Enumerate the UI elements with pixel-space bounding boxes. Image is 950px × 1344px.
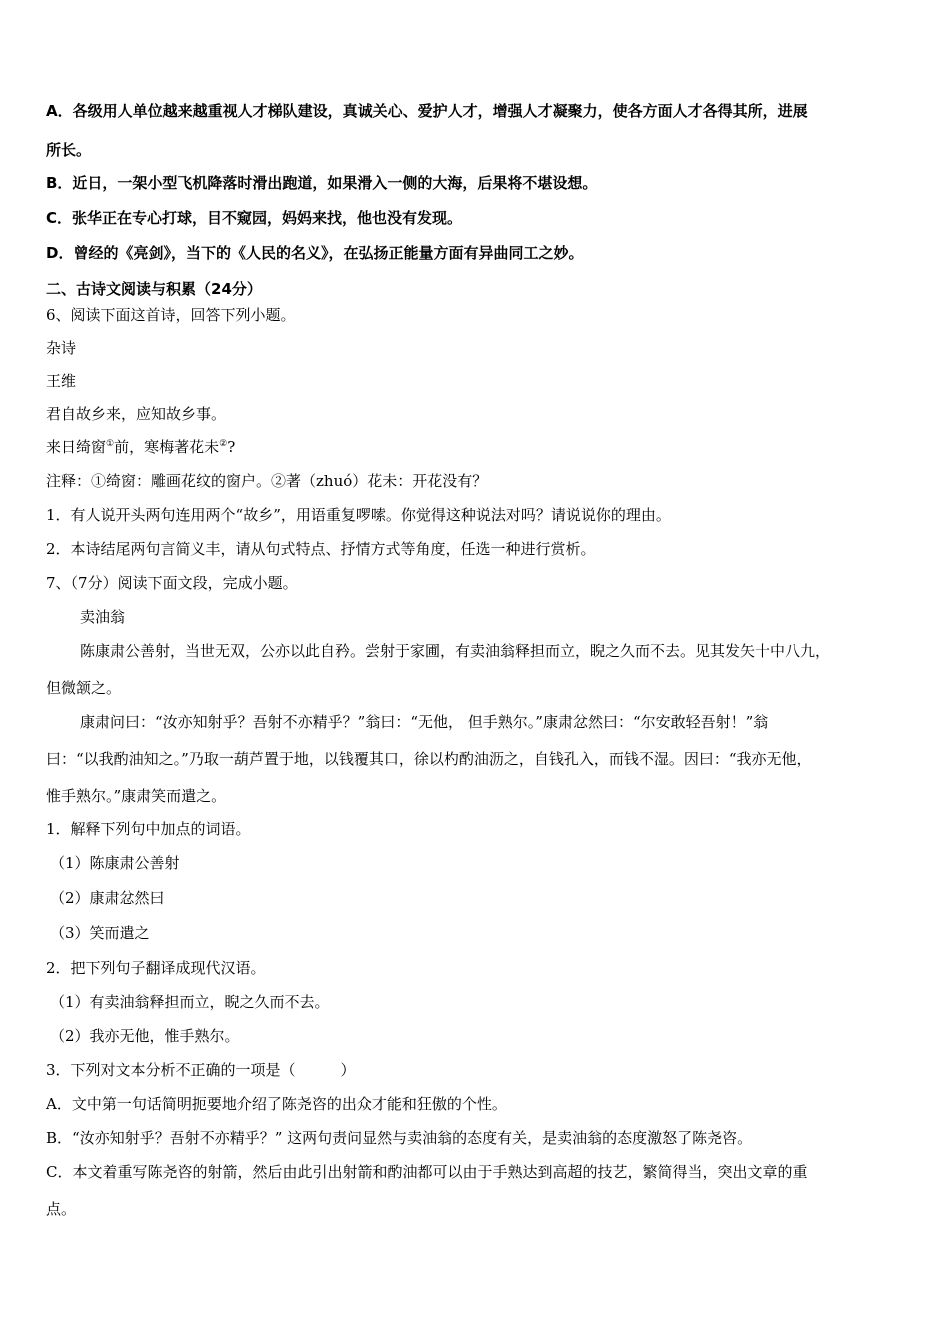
option-b: B．近日，一架小型飞机降落时滑出跑道，如果滑入一侧的大海，后果将不堪设想。 [46,174,598,192]
poem-title: 杂诗 [46,339,77,357]
question-7-sub-1-item-1: （1）陈康肃公善射 [50,854,180,872]
question-7-sub-1-item-2: （2）康肃忿然曰 [50,889,165,907]
analysis-option-c-line-2: 点。 [46,1200,77,1218]
passage-p1-line-1: 陈康肃公善射，当世无双，公亦以此自矜。尝射于家圃，有卖油翁释担而立，睨之久而不去。见其发矢十中八九， [80,642,831,660]
passage-p2-line-1: 康肃问曰：“汝亦知射乎？吾射不亦精乎？”翁曰：“无他， 但手熟尔。”康肃忿然曰：“尔安敢轻吾射！”翁 [80,713,769,731]
passage-p1-line-2: 但微颔之。 [46,679,122,697]
passage-p2-line-2: 曰：“以我酌油知之。”乃取一葫芦置于地，以钱覆其口，徐以杓酌油沥之，自钱孔入，而钱不湿。因曰：“我亦无他， [46,750,812,768]
analysis-option-b: B．“汝亦知射乎？吾射不亦精乎？” 这两句责问显然与卖油翁的态度有关，是卖油翁的态度激怒了陈尧咨。 [46,1129,753,1147]
question-7-sub-1: 1．解释下列句中加点的词语。 [46,820,251,838]
question-7-sub-2-item-2: （2）我亦无他，惟手熟尔。 [50,1027,240,1045]
option-a-line-2: 所长。 [46,141,92,159]
poem-line-2-part-1: 来日绮窗 [46,438,107,456]
poem-line-1: 君自故乡来，应知故乡事。 [46,405,227,423]
section-heading: 二、古诗文阅读与积累（24分） [46,280,262,298]
question-6-sub-2: 2．本诗结尾两句言简义丰，请从句式特点、抒情方式等角度，任选一种进行赏析。 [46,540,596,558]
passage-p2-line-3: 惟手熟尔。”康肃笑而遣之。 [46,787,227,805]
poem-line-2 [46,437,914,457]
option-a-line-1: A．各级用人单位越来越重视人才梯队建设，真诚关心、爱护人才，增强人才凝聚力，使各方面人才各得其所，进展 [46,102,808,120]
analysis-option-c-line-1: C．本文着重写陈尧咨的射箭，然后由此引出射箭和酌油都可以由于手熟达到高超的技艺，繁简得当，突出文章的重 [46,1163,808,1181]
poem-author: 王维 [46,372,77,390]
poem-line-2-part-2: 前，寒梅著花未 [114,438,220,456]
option-c: C．张华正在专心打球，目不窥园，妈妈来找，他也没有发现。 [46,209,463,227]
question-7-intro: 7、（7分）阅读下面文段，完成小题。 [46,574,298,592]
analysis-option-a: A．文中第一句话简明扼要地介绍了陈尧咨的出众才能和狂傲的个性。 [46,1095,507,1113]
question-7-sub-3: 3．下列对文本分析不正确的一项是（ ） [46,1061,356,1079]
question-7-sub-1-item-3: （3）笑而遣之 [50,924,150,942]
question-7-sub-2: 2．把下列句子翻译成现代汉语。 [46,959,266,977]
footnote-mark-1: ① [106,439,115,449]
question-6-sub-1: 1．有人说开头两句连用两个“故乡”，用语重复啰嗦。你觉得这种说法对吗？请说说你的理由。 [46,506,671,524]
question-7-sub-2-item-1: （1）有卖油翁释担而立，睨之久而不去。 [50,993,330,1011]
option-d: D．曾经的《亮剑》，当下的《人民的名义》，在弘扬正能量方面有异曲同工之妙。 [46,244,584,262]
poem-note: 注释：①绮窗：雕画花纹的窗户。②著（zhuó）花未：开花没有？ [46,472,488,490]
footnote-mark-2: ② [219,439,228,449]
passage-title: 卖油翁 [80,608,126,626]
poem-line-2-part-3: ? [227,438,236,456]
question-6-intro: 6、阅读下面这首诗，回答下列小题。 [46,306,296,324]
